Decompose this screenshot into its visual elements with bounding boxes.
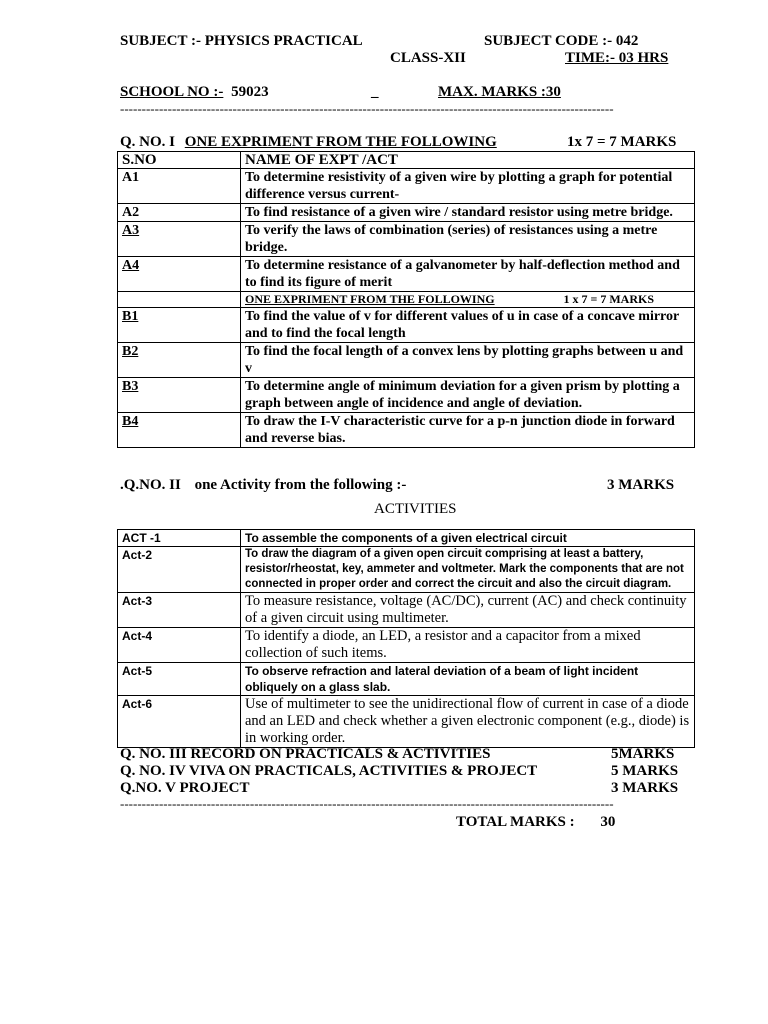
table-row bbox=[118, 628, 695, 663]
experiment-name: To determine resistance of a galvanometer by half-deflection method and to find its figure of merit bbox=[241, 257, 695, 292]
activity-description: To identify a diode, an LED, a resistor and a capacitor from a mixed collection of such items. bbox=[241, 628, 695, 663]
header-underscore: _ bbox=[371, 84, 379, 100]
experiment-id bbox=[118, 378, 241, 413]
q1-marks: 1x 7 = 7 MARKS bbox=[567, 134, 677, 150]
q5-marks: 3 MARKS bbox=[611, 780, 679, 796]
activities-heading: ACTIVITIES bbox=[374, 501, 457, 517]
activity-description: Use of multimeter to see the unidirectional flow of current in case of a diode and an LED and check whether a given electronic component (e.g., diode) is in working order. bbox=[241, 696, 695, 748]
experiment-id-text: B4 bbox=[122, 414, 139, 429]
table-row bbox=[118, 343, 695, 378]
total-marks-label: TOTAL MARKS : bbox=[456, 814, 575, 830]
table-row bbox=[118, 169, 695, 204]
group-b-heading-blank bbox=[118, 292, 241, 308]
footer-separator: ------------------------------------------------------------------------------------------------------------------ bbox=[120, 796, 614, 811]
table-header-row bbox=[118, 152, 695, 169]
experiment-id-text: B1 bbox=[122, 309, 139, 324]
activity-id: Act-4 bbox=[118, 628, 241, 663]
experiment-id bbox=[118, 169, 241, 204]
experiment-id-text: A3 bbox=[122, 223, 140, 238]
experiment-name: To find resistance of a given wire / standard resistor using metre bridge. bbox=[241, 204, 695, 222]
max-marks: MAX. MARKS :30 bbox=[438, 84, 561, 100]
table-row bbox=[118, 257, 695, 292]
experiments-table bbox=[117, 151, 695, 448]
class-label: CLASS-XII bbox=[390, 50, 466, 66]
experiment-name: To determine angle of minimum deviation for a given prism by plotting a graph between angle of incidence and angle of deviation. bbox=[241, 378, 695, 413]
total-marks-value: 30 bbox=[600, 814, 616, 830]
experiment-id bbox=[118, 413, 241, 448]
table-row bbox=[118, 547, 695, 593]
group-b-title: ONE EXPRIMENT FROM THE FOLLOWING bbox=[245, 292, 495, 306]
activities-table bbox=[117, 529, 695, 748]
school-no-label: SCHOOL NO :- bbox=[120, 84, 224, 100]
table-row bbox=[118, 530, 695, 547]
table-row bbox=[118, 593, 695, 628]
experiment-id bbox=[118, 257, 241, 292]
group-b-heading-row bbox=[118, 292, 695, 308]
subject-label: SUBJECT :- PHYSICS PRACTICAL bbox=[120, 33, 363, 49]
experiment-name: To draw the I-V characteristic curve for a p-n junction diode in forward and reverse bias. bbox=[241, 413, 695, 448]
q2-title: one Activity from the following :- bbox=[194, 477, 407, 493]
activity-id: Act-5 bbox=[118, 663, 241, 696]
experiment-id bbox=[118, 204, 241, 222]
table-row bbox=[118, 378, 695, 413]
table-row bbox=[118, 308, 695, 343]
activity-id: Act-2 bbox=[118, 547, 241, 593]
experiment-id bbox=[118, 308, 241, 343]
experiment-name: To find the focal length of a convex lens by plotting graphs between u and v bbox=[241, 343, 695, 378]
experiment-id-text: B3 bbox=[122, 379, 139, 394]
experiment-id-text: A1 bbox=[122, 170, 140, 185]
time-label: TIME:- 03 HRS bbox=[565, 50, 669, 66]
activity-description: To draw the diagram of a given open circuit comprising at least a battery, resistor/rheostat, key, ammeter and voltmeter. Mark the components that are not connected in proper order and correct the circuit and also the circuit diagram. bbox=[241, 547, 695, 593]
activity-id: Act-3 bbox=[118, 593, 241, 628]
experiment-name: To verify the laws of combination (series) of resistances using a metre bridge. bbox=[241, 222, 695, 257]
experiment-id bbox=[118, 222, 241, 257]
q2-marks: 3 MARKS bbox=[607, 477, 675, 493]
q2-heading bbox=[120, 477, 406, 494]
school-no bbox=[120, 84, 269, 101]
group-b-marks: 1 x 7 = 7 MARKS bbox=[563, 292, 654, 306]
col-name: NAME OF EXPT /ACT bbox=[241, 152, 695, 169]
table-row bbox=[118, 696, 695, 748]
total-marks bbox=[456, 814, 615, 831]
header-separator: ------------------------------------------------------------------------------------------------------------------ bbox=[120, 101, 614, 116]
activity-description: To measure resistance, voltage (AC/DC), current (AC) and check continuity of a given circuit using multimeter. bbox=[241, 593, 695, 628]
activity-id: ACT -1 bbox=[118, 530, 241, 547]
experiment-id-text: A2 bbox=[122, 205, 140, 220]
activity-id: Act-6 bbox=[118, 696, 241, 748]
q3-marks: 5MARKS bbox=[611, 746, 675, 762]
col-sno: S.NO bbox=[118, 152, 241, 169]
table-row bbox=[118, 413, 695, 448]
q5-text: Q.NO. V PROJECT bbox=[120, 780, 250, 796]
q1-heading bbox=[120, 134, 497, 151]
table-row bbox=[118, 204, 695, 222]
q4-text: Q. NO. IV VIVA ON PRACTICALS, ACTIVITIES & PROJECT bbox=[120, 763, 538, 779]
subject-code: SUBJECT CODE :- 042 bbox=[484, 33, 639, 49]
q1-label: Q. NO. I bbox=[120, 134, 176, 150]
q1-title: ONE EXPRIMENT FROM THE FOLLOWING bbox=[184, 134, 497, 150]
experiment-name: To find the value of v for different values of u in case of a concave mirror and to find the focal length bbox=[241, 308, 695, 343]
group-b-heading bbox=[241, 292, 695, 308]
q4-marks: 5 MARKS bbox=[611, 763, 679, 779]
q2-label: .Q.NO. II bbox=[120, 477, 181, 493]
q3-text: Q. NO. III RECORD ON PRACTICALS & ACTIVITIES bbox=[120, 746, 491, 762]
school-no-value: 59023 bbox=[231, 84, 269, 100]
experiment-id-text: B2 bbox=[122, 344, 139, 359]
experiment-id bbox=[118, 343, 241, 378]
activity-description: To assemble the components of a given electrical circuit bbox=[241, 530, 695, 547]
table-row bbox=[118, 222, 695, 257]
activity-description: To observe refraction and lateral deviation of a beam of light incident obliquely on a glass slab. bbox=[241, 663, 695, 696]
experiment-id-text: A4 bbox=[122, 258, 140, 273]
table-row bbox=[118, 663, 695, 696]
experiment-name: To determine resistivity of a given wire by plotting a graph for potential difference versus current- bbox=[241, 169, 695, 204]
